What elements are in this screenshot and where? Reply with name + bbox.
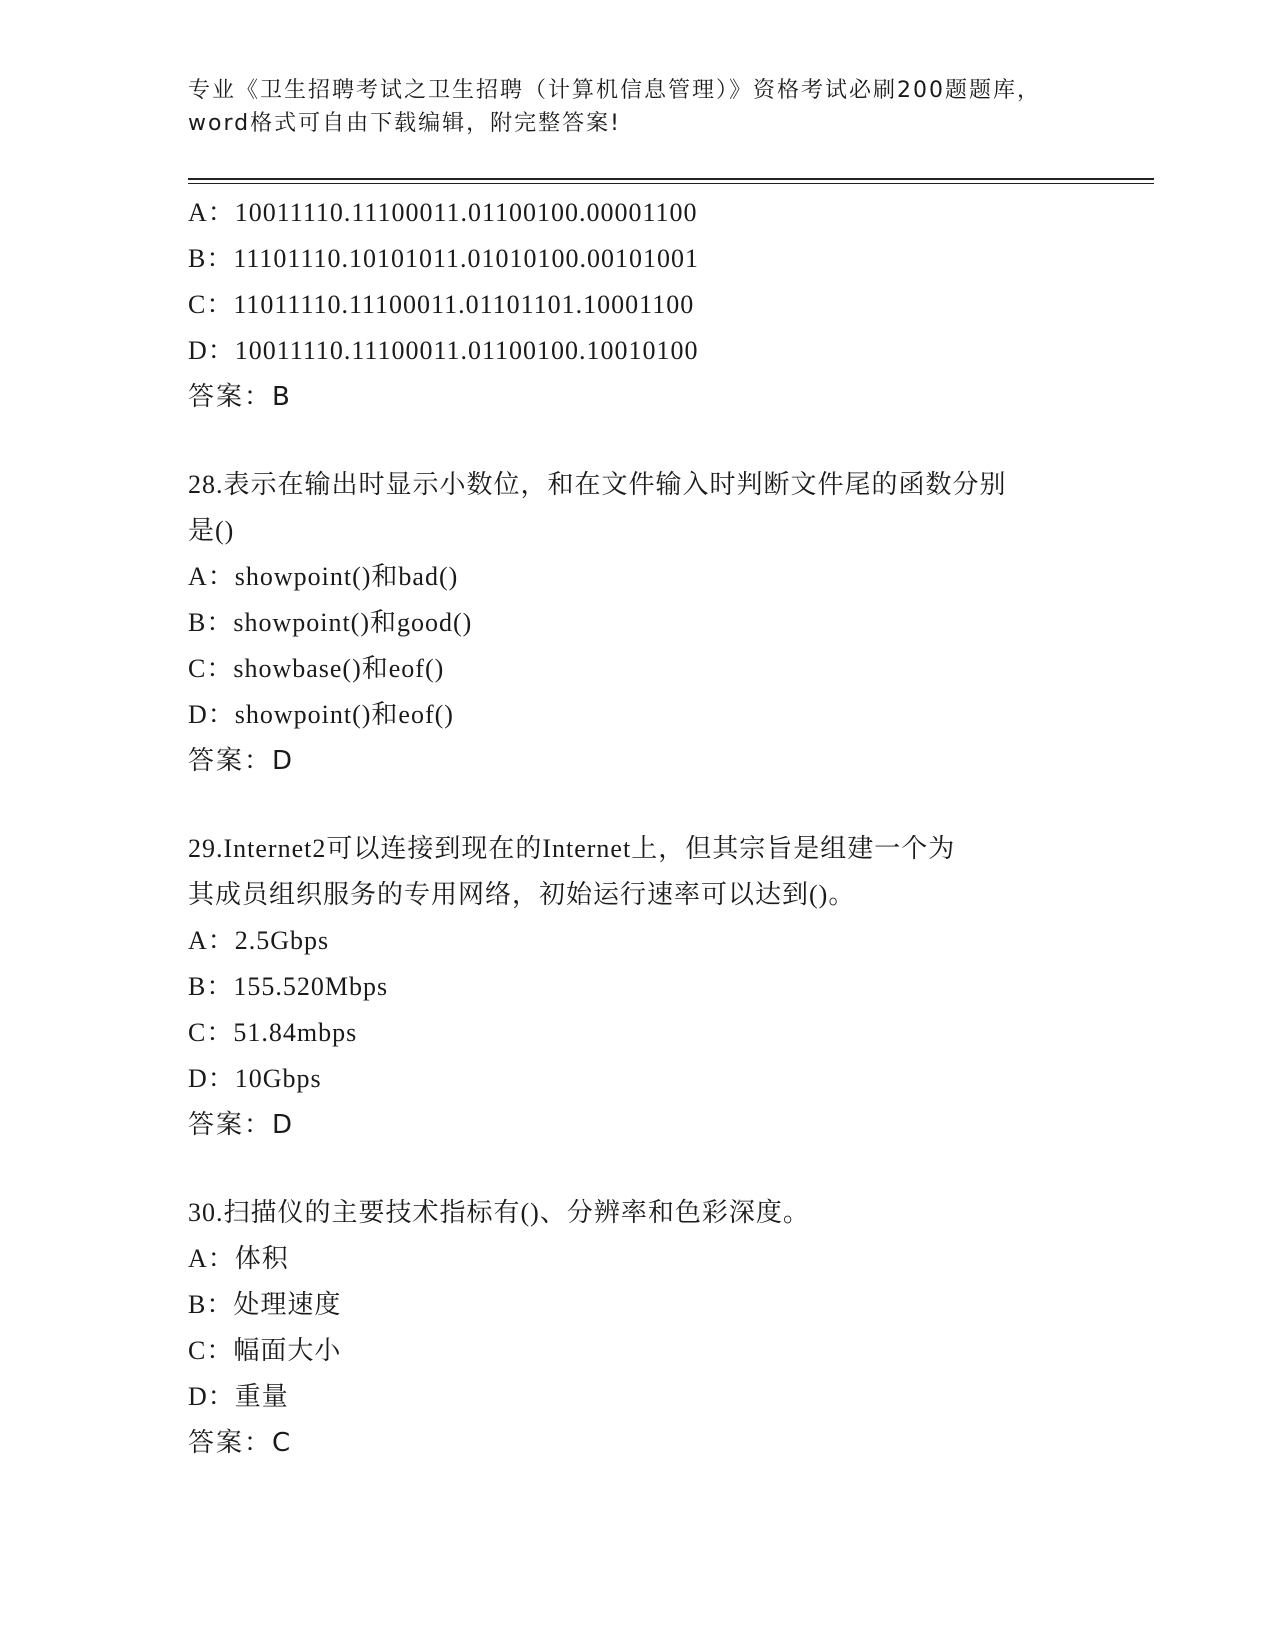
option-d: D：10011110.11100011.01100100.10010100 [188,336,699,365]
answer-line: 答案：B [188,382,292,412]
question-28 [188,462,1088,784]
question-stem-line-1: 29.Internet2可以连接到现在的Internet上，但其宗旨是组建一个为 [188,834,956,863]
option-c: C：showbase()和eof() [188,654,445,683]
option-d: D：showpoint()和eof() [188,700,454,729]
answer-line: 答案：D [188,746,295,776]
question-29 [188,826,1088,1148]
question-27-tail [188,190,1088,420]
option-b: B：155.520Mbps [188,972,389,1001]
question-30 [188,1190,1088,1466]
question-content [188,190,1088,1466]
question-stem-line-2: 是() [188,516,235,545]
header-title-line-2: word格式可自由下载编辑，附完整答案! [188,111,621,136]
option-d: D：10Gbps [188,1064,322,1093]
question-stem [188,1190,1088,1236]
option-b: B：showpoint()和good() [188,608,473,637]
option-c: C：51.84mbps [188,1018,358,1047]
question-stem-line-1: 28.表示在输出时显示小数位，和在文件输入时判断文件尾的函数分别 [188,470,1007,499]
option-a: A：showpoint()和bad() [188,562,459,591]
document-header [188,74,1088,140]
question-stem-line-2: 其成员组织服务的专用网络，初始运行速率可以达到()。 [188,880,856,909]
answer-line: 答案：C [188,1428,293,1458]
option-a: A：2.5Gbps [188,926,330,955]
header-title-line-1: 专业《卫生招聘考试之卫生招聘（计算机信息管理）》资格考试必刷200题题库， [188,78,1041,103]
question-stem [188,826,1088,918]
question-stem [188,462,1088,554]
question-stem-line-1: 30.扫描仪的主要技术指标有()、分辨率和色彩深度。 [188,1198,810,1227]
option-c: C：11011110.11100011.01101101.10001100 [188,290,695,319]
option-a: A：体积 [188,1244,289,1273]
option-a: A：10011110.11100011.01100100.00001100 [188,198,698,227]
option-b: B：11101110.10101011.01010100.00101001 [188,244,700,273]
answer-line: 答案：D [188,1110,295,1140]
option-d: D：重量 [188,1382,289,1411]
option-c: C：幅面大小 [188,1336,342,1365]
header-double-rule [188,178,1154,184]
option-b: B：处理速度 [188,1290,342,1319]
